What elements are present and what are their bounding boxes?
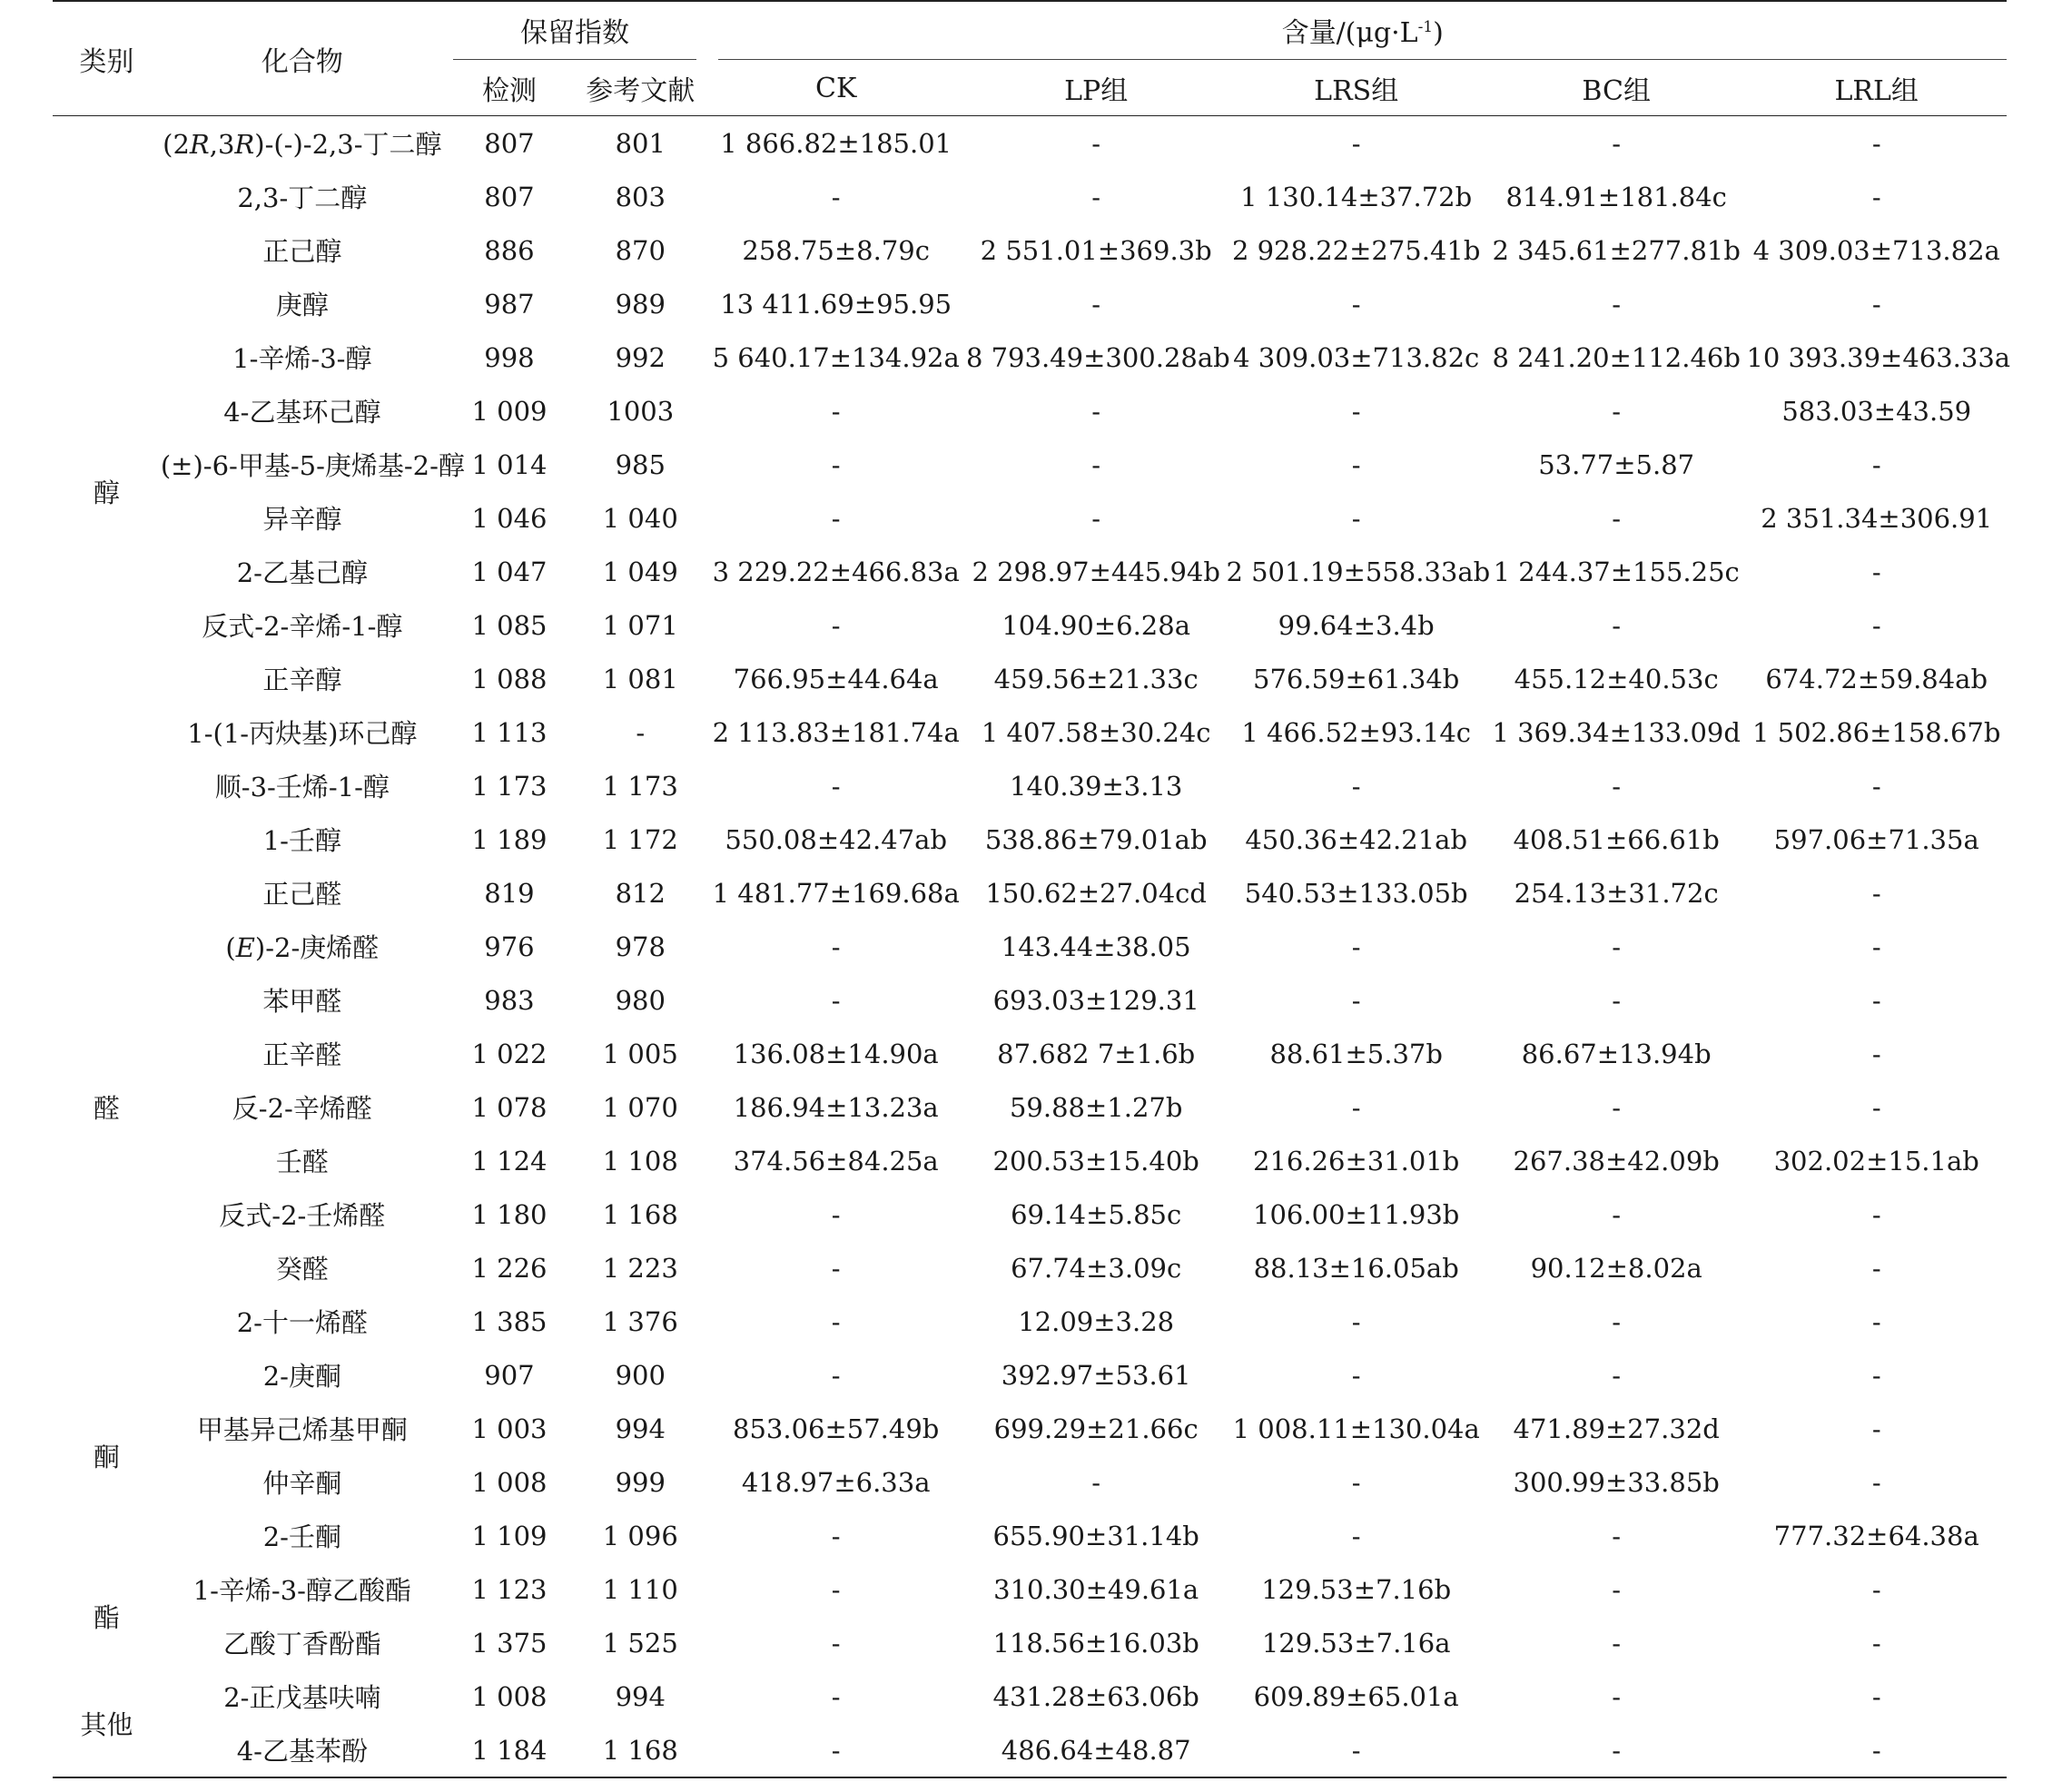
content-lp: 118.56±16.03b (992, 1627, 1199, 1659)
compound-name: 2-乙基己醇 (236, 557, 368, 588)
retention-index-detected: 807 (484, 181, 535, 212)
content-ck: - (831, 502, 841, 534)
content-lp: - (1091, 127, 1101, 159)
content-lrl: - (1871, 1466, 1881, 1498)
retention-index-reference: 1 070 (602, 1091, 678, 1123)
table-row (53, 1723, 2007, 1777)
content-ck: - (705, 1723, 966, 1777)
content-lp: 459.56±21.33c (993, 663, 1199, 694)
content-lp: 693.03±129.31 (992, 984, 1199, 1016)
content-lrl: - (1871, 1627, 1881, 1659)
retention-index-reference: 1 168 (602, 1198, 678, 1230)
retention-index-detected: 1 014 (471, 448, 548, 480)
retention-index-detected: 1 088 (471, 663, 548, 694)
retention-index-detected: 976 (484, 930, 535, 962)
content-lrs: 1 008.11±130.04a (1232, 1413, 1480, 1444)
content-bc: - (1612, 395, 1622, 427)
content-lrl: 2 351.34±306.91 (1761, 502, 1993, 534)
compound-name: (E)-2-庚烯醛 (225, 932, 380, 963)
retention-index-reference: 1 173 (602, 770, 678, 802)
content-lrs: - (1351, 1466, 1361, 1498)
retention-index-reference: 999 (615, 1466, 666, 1498)
header-group-ck: CK (705, 61, 966, 116)
content-lrl: - (1871, 448, 1881, 480)
content-bc: 471.89±27.32d (1513, 1413, 1720, 1444)
table-row (53, 1027, 2007, 1080)
content-lrs: 576.59±61.34b (1253, 663, 1460, 694)
content-lrs: 4 309.03±713.82c (1233, 341, 1480, 373)
compound-name: 1-辛烯-3-醇乙酸酯 (192, 1575, 411, 1606)
retention-index-reference: 801 (615, 127, 666, 159)
retention-index-reference: 1 110 (602, 1573, 678, 1605)
content-bc: 53.77±5.87 (1538, 448, 1695, 480)
content-ck: - (831, 1520, 841, 1551)
content-lrs: - (1351, 984, 1361, 1016)
content-lp: 310.30±49.61a (993, 1573, 1199, 1605)
content-ck: 5 640.17±134.92a (712, 341, 960, 373)
retention-index-reference: 980 (615, 984, 666, 1016)
content-ck: - (831, 984, 841, 1016)
content-lrs: - (1351, 1520, 1361, 1551)
retention-index-detected: 1 003 (471, 1413, 548, 1444)
compound-name: 4-乙基环己醇 (223, 397, 381, 428)
header-group-lrs: LRS组 (1226, 61, 1486, 116)
retention-index-reference: 1 081 (602, 663, 678, 694)
content-lrl: - (1871, 556, 1881, 587)
content-lrs: - (1351, 448, 1361, 480)
retention-index-reference: 1 172 (602, 823, 678, 855)
content-bc: 254.13±31.72c (1514, 877, 1719, 909)
retention-index-reference: 989 (615, 288, 666, 320)
compound-name: (2R,3R)-(-)-2,3-丁二醇 (163, 129, 442, 160)
compound-name: 正己醛 (262, 879, 342, 910)
retention-index-detected: 1 022 (471, 1038, 548, 1069)
compound-name: 1-(1-丙炔基)环己醇 (187, 718, 418, 749)
compound-name: 2-壬酮 (262, 1521, 341, 1552)
content-bc: - (1612, 770, 1622, 802)
content-bc: - (1612, 1305, 1622, 1337)
retention-index-reference: 985 (615, 448, 666, 480)
content-lrl: - (1871, 1413, 1881, 1444)
content-lp: 2 298.97±445.94b (972, 556, 1220, 587)
content-lp: - (1091, 181, 1101, 212)
compound-name: 异辛醇 (262, 504, 342, 535)
retention-index-reference: - (636, 716, 646, 748)
table-row (53, 545, 2007, 598)
table-row (53, 277, 2007, 330)
content-lrl: 777.32±64.38a (1773, 1520, 1979, 1551)
content-lp: 67.74±3.09c (1011, 1252, 1182, 1284)
content-lrs: 88.61±5.37b (1269, 1038, 1443, 1069)
retention-index-reference: 992 (615, 341, 666, 373)
content-lrs: - (1351, 1359, 1361, 1391)
table-row (53, 705, 2007, 759)
table-row (53, 438, 2007, 491)
content-ck: 853.06±57.49b (733, 1413, 940, 1444)
content-ck: - (831, 1305, 841, 1337)
table-row (53, 812, 2007, 866)
content-lrs: - (1351, 502, 1361, 534)
content-ck: 2 113.83±181.74a (712, 716, 960, 748)
content-lrl: - (1871, 288, 1881, 320)
content-lrs: 129.53±7.16b (1261, 1573, 1452, 1605)
table-row (53, 491, 2007, 545)
content-bc: 455.12±40.53c (1514, 663, 1719, 694)
content-lrs: 1 130.14±37.72b (1240, 181, 1473, 212)
retention-index-detected: 1 113 (471, 716, 548, 748)
retention-index-reference: 870 (615, 234, 666, 266)
content-lrs: - (1351, 930, 1361, 962)
retention-index-detected: 1 189 (471, 823, 548, 855)
table-row (53, 1187, 2007, 1241)
table-row (53, 759, 2007, 812)
table-row (53, 116, 2007, 171)
content-lrl: 4 309.03±713.82a (1752, 234, 2000, 266)
compound-name: 苯甲醛 (262, 986, 342, 1017)
content-lp: 150.62±27.04cd (985, 877, 1207, 909)
content-lrl: - (1871, 930, 1881, 962)
content-ck: - (831, 1252, 841, 1284)
header-content (705, 1, 2007, 61)
content-bc: - (1612, 984, 1622, 1016)
category-cell: 酮 (93, 1441, 120, 1472)
table-row (53, 223, 2007, 277)
content-lp: 655.90±31.14b (992, 1520, 1199, 1551)
table-row (53, 1669, 2007, 1723)
retention-index-detected: 1 008 (471, 1466, 548, 1498)
retention-index-detected: 987 (484, 288, 535, 320)
retention-index-detected: 1 085 (471, 609, 548, 641)
content-ck: 418.97±6.33a (741, 1466, 931, 1498)
compound-name: 甲基异己烯基甲酮 (196, 1414, 408, 1445)
category-cell: 醇 (93, 477, 120, 508)
content-lp: 12.09±3.28 (1018, 1305, 1175, 1337)
retention-index-detected: 907 (484, 1359, 535, 1391)
table-row (53, 1455, 2007, 1509)
content-lrl: - (1871, 877, 1881, 909)
content-lrs: 99.64±3.4b (1278, 609, 1435, 641)
header-group-lrl: LRL组 (1746, 61, 2007, 116)
content-lrs: 2 928.22±275.41b (1231, 234, 1481, 266)
content-ck: - (831, 1198, 841, 1230)
category-cell: 醛 (93, 1093, 120, 1124)
content-lrs: 216.26±31.01b (1253, 1145, 1460, 1177)
content-lrl: - (1871, 181, 1881, 212)
retention-index-detected: 819 (484, 877, 535, 909)
content-lrs: 540.53±133.05b (1244, 877, 1468, 909)
compound-name: 反-2-辛烯醛 (232, 1093, 372, 1124)
table-row (53, 652, 2007, 705)
content-lrs: - (1351, 1305, 1361, 1337)
content-ck: - (831, 448, 841, 480)
content-lp: 431.28±63.06b (992, 1680, 1199, 1712)
content-lrl: - (1871, 1680, 1881, 1712)
content-lp: 140.39±3.13 (1010, 770, 1183, 802)
content-lrs: 129.53±7.16a (1261, 1627, 1451, 1659)
content-lp: - (1091, 288, 1101, 320)
content-bc: - (1612, 502, 1622, 534)
content-bc: 1 369.34±133.09d (1492, 716, 1741, 748)
retention-index-label: 保留指数 (453, 3, 697, 60)
retention-index-reference: 994 (615, 1413, 666, 1444)
content-ck: 1 481.77±169.68a (712, 877, 960, 909)
content-ck: 258.75±8.79c (742, 234, 930, 266)
header-reference: 参考文献 (575, 61, 705, 116)
retention-index-reference: 994 (615, 1680, 666, 1712)
retention-index-detected: 1 385 (471, 1305, 548, 1337)
table-row (53, 1295, 2007, 1348)
content-lrs: - (1351, 127, 1361, 159)
content-ck: 550.08±42.47ab (725, 823, 948, 855)
table-row (53, 1080, 2007, 1134)
content-lrl: - (1746, 1723, 2007, 1777)
content-bc: - (1612, 1520, 1622, 1551)
compound-name: 正己醇 (262, 236, 342, 267)
compound-name: 庚醇 (275, 290, 329, 320)
retention-index-detected: 1 180 (471, 1198, 548, 1230)
content-lrl: - (1871, 1038, 1881, 1069)
retention-index-reference: 1 223 (602, 1252, 678, 1284)
content-lp: 143.44±38.05 (1001, 930, 1191, 962)
content-lp: 69.14±5.85c (1011, 1198, 1182, 1230)
content-bc: 408.51±66.61b (1513, 823, 1720, 855)
content-lrs: - (1351, 770, 1361, 802)
retention-index-detected: 1 226 (471, 1252, 548, 1284)
table-body (53, 116, 2011, 1778)
category-cell: 酯 (93, 1601, 120, 1633)
content-lp: 87.682 7±1.6b (997, 1038, 1196, 1069)
compound-name: 顺-3-壬烯-1-醇 (214, 772, 390, 802)
retention-index-detected: 886 (484, 234, 535, 266)
table-row (53, 1348, 2007, 1402)
content-lrl: - (1871, 984, 1881, 1016)
content-lrl: - (1871, 609, 1881, 641)
compound-name: 1-壬醇 (262, 825, 341, 856)
retention-index-reference: 1 376 (602, 1305, 678, 1337)
retention-index-detected: 1 008 (471, 1680, 548, 1712)
compound-name: 正辛醛 (262, 1039, 342, 1070)
compound-name: 2,3-丁二醇 (237, 182, 368, 213)
retention-index-reference: 1 525 (602, 1627, 678, 1659)
content-lp: - (1091, 502, 1101, 534)
content-lrs: - (1226, 1723, 1486, 1777)
compound-name: 1-辛烯-3-醇 (232, 343, 372, 374)
content-bc: - (1612, 1627, 1622, 1659)
content-ck: - (831, 1359, 841, 1391)
compound-name: 4-乙基苯酚 (161, 1723, 444, 1777)
header-retention-index (444, 1, 706, 61)
content-ck: - (831, 1680, 841, 1712)
content-ck: - (831, 395, 841, 427)
content-ck: 1 866.82±185.01 (720, 127, 952, 159)
compound-name: 癸醛 (275, 1254, 329, 1285)
content-lrl: - (1871, 1573, 1881, 1605)
content-ck: - (831, 930, 841, 962)
content-lrl: - (1871, 1252, 1881, 1284)
content-lrs: 2 501.19±558.33ab (1226, 556, 1491, 587)
retention-index-detected: 1 124 (471, 1145, 548, 1177)
content-lrl: - (1871, 1091, 1881, 1123)
content-lp: 2 551.01±369.3b (980, 234, 1212, 266)
table-row (53, 1241, 2007, 1295)
content-lrl: 583.03±43.59 (1781, 395, 1972, 427)
content-ck: - (831, 1627, 841, 1659)
content-bc: - (1612, 1680, 1622, 1712)
content-lrl: 10 393.39±463.33a (1746, 341, 2011, 373)
content-lp: - (1091, 1466, 1101, 1498)
table-row (53, 973, 2007, 1027)
content-label: 含量$/(\mu g\cdot L^{-1})$ (718, 3, 2007, 60)
content-lp: 486.64±48.87 (966, 1723, 1227, 1777)
content-lrl: - (1871, 127, 1881, 159)
retention-index-reference: 1 040 (602, 502, 678, 534)
retention-index-detected: 1 109 (471, 1520, 548, 1551)
content-bc: - (1612, 1573, 1622, 1605)
content-ck: 374.56±84.25a (733, 1145, 939, 1177)
header-category: 类别 (53, 1, 161, 116)
category-cell: 其他 (53, 1669, 161, 1777)
content-bc: - (1612, 1091, 1622, 1123)
content-lrs: - (1351, 395, 1361, 427)
content-lrs: 450.36±42.21ab (1245, 823, 1468, 855)
table-row (53, 170, 2007, 223)
retention-index-detected: 998 (484, 341, 535, 373)
table-row (53, 1562, 2007, 1616)
retention-index-reference: 1 168 (575, 1723, 705, 1777)
content-bc: 814.91±181.84c (1505, 181, 1727, 212)
retention-index-detected: 1 184 (444, 1723, 575, 1777)
table-row (53, 866, 2007, 920)
content-lp: 104.90±6.28a (1001, 609, 1190, 641)
content-lrl: - (1871, 770, 1881, 802)
content-lp: - (1091, 395, 1101, 427)
content-bc: - (1612, 1359, 1622, 1391)
header-compound: 化合物 (161, 1, 444, 116)
retention-index-detected: 1 046 (471, 502, 548, 534)
table-row (53, 598, 2007, 652)
content-lrl: 674.72±59.84ab (1765, 663, 1988, 694)
content-bc: - (1612, 1198, 1622, 1230)
content-ck: - (831, 181, 841, 212)
table-row (53, 1509, 2007, 1562)
content-lp: 59.88±1.27b (1009, 1091, 1183, 1123)
retention-index-reference: 1 108 (602, 1145, 678, 1177)
retention-index-reference: 1 005 (602, 1038, 678, 1069)
header-detected: 检测 (444, 61, 575, 116)
compound-name: (±)-6-甲基-5-庚烯基-2-醇 (160, 450, 465, 481)
table-row (53, 1616, 2007, 1669)
content-bc: - (1612, 609, 1622, 641)
retention-index-detected: 1 078 (471, 1091, 548, 1123)
content-ck: - (831, 1573, 841, 1605)
compound-name: 乙酸丁香酚酯 (222, 1629, 381, 1659)
table-row (53, 1402, 2007, 1455)
content-lrs: 88.13±16.05ab (1253, 1252, 1459, 1284)
content-ck: - (831, 770, 841, 802)
retention-index-detected: 1 375 (471, 1627, 548, 1659)
retention-index-reference: 1 096 (602, 1520, 678, 1551)
content-ck: - (831, 609, 841, 641)
content-lrl: 1 502.86±158.67b (1751, 716, 2001, 748)
retention-index-reference: 978 (615, 930, 666, 962)
content-ck: 136.08±14.90a (733, 1038, 939, 1069)
content-lrl: 302.02±15.1ab (1773, 1145, 1979, 1177)
retention-index-reference: 1003 (607, 395, 675, 427)
content-bc: 300.99±33.85b (1513, 1466, 1720, 1498)
content-lp: - (1091, 448, 1101, 480)
content-lp: 1 407.58±30.24c (981, 716, 1211, 748)
table-row (53, 920, 2007, 973)
retention-index-reference: 900 (615, 1359, 666, 1391)
content-bc: 1 244.37±155.25c (1493, 556, 1740, 587)
content-lp: 392.97±53.61 (1001, 1359, 1191, 1391)
content-lrl: - (1871, 1198, 1881, 1230)
content-lp: 699.29±21.66c (993, 1413, 1199, 1444)
content-ck: 13 411.69±95.95 (720, 288, 952, 320)
content-lp: 200.53±15.40b (992, 1145, 1199, 1177)
content-lrs: 1 466.52±93.14c (1241, 716, 1472, 748)
content-lrl: 597.06±71.35a (1773, 823, 1979, 855)
content-bc: 90.12±8.02a (1530, 1252, 1702, 1284)
compound-name: 仲辛酮 (262, 1468, 342, 1499)
retention-index-detected: 1 047 (471, 556, 548, 587)
retention-index-detected: 1 123 (471, 1573, 548, 1605)
compound-name: 反式-2-辛烯-1-醇 (202, 611, 403, 642)
retention-index-reference: 1 049 (602, 556, 678, 587)
content-bc: 267.38±42.09b (1513, 1145, 1720, 1177)
content-lp: 538.86±79.01ab (984, 823, 1208, 855)
content-bc: - (1612, 930, 1622, 962)
header-group-bc: BC组 (1486, 61, 1747, 116)
content-lrs: 106.00±11.93b (1253, 1198, 1460, 1230)
content-bc: 86.67±13.94b (1521, 1038, 1712, 1069)
retention-index-detected: 807 (484, 127, 535, 159)
compound-name: 反式-2-壬烯醛 (219, 1200, 386, 1231)
content-bc: - (1612, 127, 1622, 159)
content-ck: 186.94±13.23a (733, 1091, 939, 1123)
table-row (53, 384, 2007, 438)
content-ck: 766.95±44.64a (733, 663, 939, 694)
content-bc: 8 241.20±112.46b (1492, 341, 1741, 373)
compound-name: 2-正戊基呋喃 (223, 1682, 381, 1713)
content-bc: 2 345.61±277.81b (1492, 234, 1741, 266)
content-lrl: - (1871, 1305, 1881, 1337)
content-lrs: - (1351, 288, 1361, 320)
retention-index-detected: 1 009 (471, 395, 548, 427)
content-lrl: - (1871, 1359, 1881, 1391)
content-lrs: - (1351, 1091, 1361, 1123)
retention-index-detected: 1 173 (471, 770, 548, 802)
compound-name: 正辛醇 (262, 665, 342, 695)
header-group-lp: LP组 (966, 61, 1227, 116)
content-bc: - (1486, 1723, 1747, 1777)
content-lp: 8 793.49±300.28ab (965, 341, 1230, 373)
content-ck: 3 229.22±466.83a (712, 556, 960, 587)
compound-name: 2-庚酮 (262, 1361, 341, 1392)
compounds-table (53, 0, 2011, 1778)
compound-name: 2-十一烯醛 (236, 1307, 368, 1338)
content-bc: - (1612, 288, 1622, 320)
content-lrs: 609.89±65.01a (1253, 1680, 1459, 1712)
retention-index-reference: 1 071 (602, 609, 678, 641)
retention-index-detected: 983 (484, 984, 535, 1016)
compound-name: 壬醛 (275, 1147, 329, 1177)
table-row (53, 1134, 2007, 1187)
retention-index-reference: 803 (615, 181, 666, 212)
retention-index-reference: 812 (615, 877, 666, 909)
table-row (53, 330, 2007, 384)
